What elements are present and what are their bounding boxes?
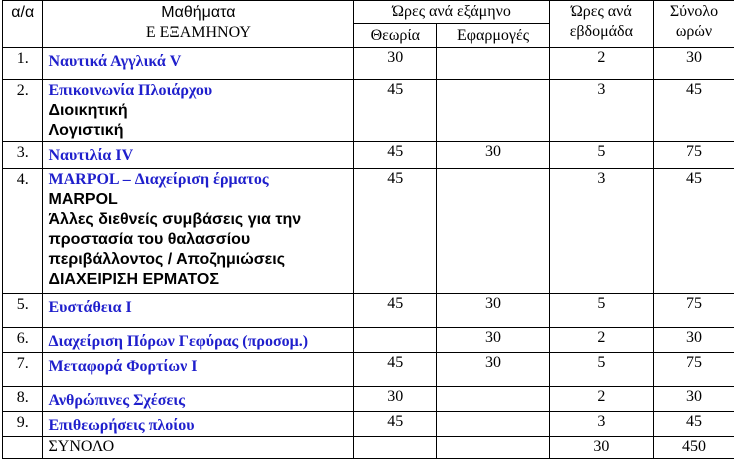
subject-cell [43,142,354,169]
theory-hours: 45 [354,142,437,169]
header-subjects-title: Μαθήματα [161,4,236,21]
header-hours-per-week-label: Ώρες ανά εβδομάδα [569,3,633,40]
table-row [3,142,734,169]
curriculum-table [2,0,734,459]
row-index: 7. [3,353,43,387]
header-total-hours [653,1,734,48]
weekly-hours: 5 [549,142,653,169]
table-row [3,328,734,353]
weekly-hours: 3 [549,169,653,294]
application-hours: 30 [437,142,549,169]
total-row-empty-index [3,437,43,459]
subject-cell [43,328,354,353]
subject-subtopic: Άλλες διεθνείς συμβάσεις για την [48,211,302,228]
theory-hours: 45 [354,294,437,328]
application-hours: 30 [437,328,549,353]
total-hours: 75 [653,294,734,328]
subject-cell [43,48,354,80]
application-hours: 30 [437,294,549,328]
application-hours [437,387,549,412]
total-hours: 75 [653,142,734,169]
subject-cell [43,169,354,294]
weekly-hours: 3 [549,412,653,437]
row-index: 4. [3,169,43,294]
subject-subtopic: ΔΙΑΧΕΙΡΙΣΗ ΕΡΜΑΤΟΣ [48,271,219,288]
row-index: 1. [3,48,43,80]
row-index: 9. [3,412,43,437]
table-row [3,412,734,437]
subject-subtopic: Διοικητική [48,102,128,119]
header-applications: Εφαρμογές [437,24,549,48]
weekly-hours: 2 [549,48,653,80]
table-row [3,169,734,294]
total-label: ΣΥΝΟΛΟ [43,437,354,459]
subject-title: Ναυτικά Αγγλικά V [48,53,182,70]
weekly-hours: 3 [549,80,653,142]
table-row [3,48,734,80]
row-index: 5. [3,294,43,328]
header-aa: α/α [3,1,43,48]
header-hours-per-semester: Ώρες ανά εξάμηνο [354,1,549,24]
header-semester: Ε ΕΞΑΜΗΝΟΥ [145,24,251,41]
total-hours: 45 [653,412,734,437]
subject-title: Επικοινωνία Πλοιάρχου [48,82,213,99]
application-hours: 30 [437,353,549,387]
subject-title: Επιθεωρήσεις πλοίου [48,417,195,434]
table-row [3,80,734,142]
total-row-empty-theory [354,437,437,459]
weekly-hours: 2 [549,328,653,353]
theory-hours: 45 [354,353,437,387]
total-row [3,437,734,459]
subject-title: Ευστάθεια I [48,299,132,316]
weekly-hours: 5 [549,294,653,328]
weekly-hours: 2 [549,387,653,412]
header-total-hours-label: Σύνολο ωρών [669,3,719,40]
weekly-hours: 5 [549,353,653,387]
subject-cell [43,80,354,142]
subject-title: Ναυτιλία IV [48,147,134,164]
grand-total-hours: 450 [653,437,734,459]
total-hours: 45 [653,169,734,294]
application-hours [437,169,549,294]
row-index: 8. [3,387,43,412]
subject-subtopic: Λογιστική [48,122,124,139]
application-hours [437,412,549,437]
table-row [3,387,734,412]
subject-title: Ανθρώπινες Σχέσεις [48,392,186,409]
total-hours: 45 [653,80,734,142]
subject-cell [43,387,354,412]
application-hours [437,80,549,142]
subject-cell [43,412,354,437]
row-index: 3. [3,142,43,169]
subject-cell [43,294,354,328]
row-index: 2. [3,80,43,142]
subject-subtopic: περιβάλλοντος / Αποζημιώσεις [48,251,286,268]
total-hours: 75 [653,353,734,387]
subject-subtopic: προστασία του θαλασσίου [48,231,251,248]
total-hours: 30 [653,328,734,353]
total-hours: 30 [653,387,734,412]
total-weekly-hours: 30 [549,437,653,459]
theory-hours: 45 [354,412,437,437]
header-subjects [43,1,354,48]
application-hours [437,48,549,80]
theory-hours: 45 [354,169,437,294]
subject-cell [43,353,354,387]
row-index: 6. [3,328,43,353]
subject-title: Διαχείριση Πόρων Γεφύρας (προσομ.) [48,333,309,350]
theory-hours: 30 [354,48,437,80]
theory-hours: 30 [354,387,437,412]
table-row [3,353,734,387]
subject-title: MARPOL – Διαχείριση έρματος [48,171,269,188]
subject-subtopic: MARPOL [48,191,118,208]
theory-hours: 45 [354,80,437,142]
subject-title: Μεταφορά Φορτίων I [48,358,198,375]
theory-hours [354,328,437,353]
total-row-empty-applications [437,437,549,459]
total-hours: 30 [653,48,734,80]
header-theory: Θεωρία [354,24,437,48]
table-row [3,294,734,328]
header-hours-per-week [549,1,653,48]
